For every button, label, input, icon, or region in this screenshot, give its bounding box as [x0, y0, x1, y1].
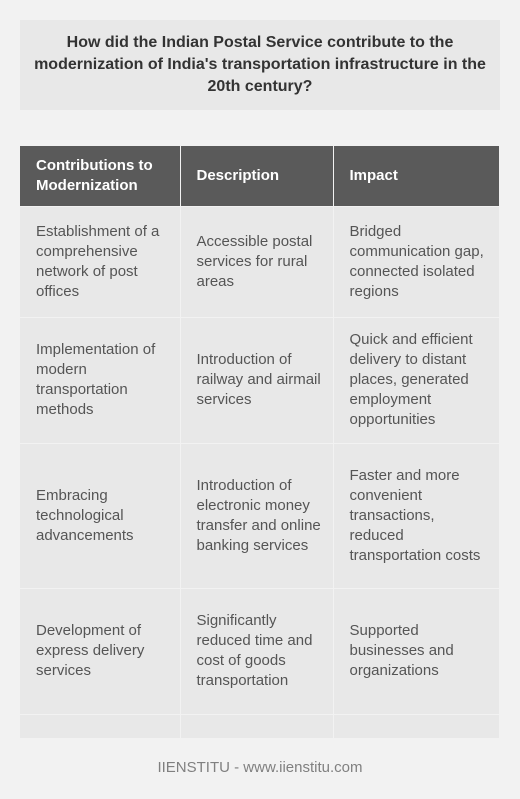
table-row [20, 206, 499, 317]
cell-description: Accessible postal services for rural areas [180, 206, 333, 317]
table-row [20, 588, 499, 714]
header-contributions: Contributions to Modernization [20, 146, 180, 206]
cell-contribution: Development of express delivery services [20, 588, 180, 714]
table-empty-row [20, 714, 499, 738]
cell-impact: Quick and efficient delivery to distant places, generated employment opportunities [333, 317, 499, 443]
contributions-table [20, 146, 499, 738]
cell-empty [333, 714, 499, 738]
title-box [20, 20, 500, 110]
table-row [20, 317, 499, 443]
cell-contribution: Establishment of a comprehensive network of post offices [20, 206, 180, 317]
cell-empty [20, 714, 180, 738]
cell-impact: Supported businesses and organizations [333, 588, 499, 714]
table-row [20, 443, 499, 588]
cell-impact: Faster and more convenient transactions, reduced transportation costs [333, 443, 499, 588]
page-title: How did the Indian Postal Service contribute to the modernization of India's transportation infrastructure in the 20th century? [34, 34, 486, 95]
header-description: Description [180, 146, 333, 206]
table-header-row [20, 146, 499, 206]
cell-contribution: Implementation of modern transportation methods [20, 317, 180, 443]
cell-contribution: Embracing technological advancements [20, 443, 180, 588]
footer-credit: IIENSTITU - www.iienstitu.com [157, 759, 363, 776]
header-impact: Impact [333, 146, 499, 206]
cell-description: Significantly reduced time and cost of goods transportation [180, 588, 333, 714]
cell-description: Introduction of electronic money transfer and online banking services [180, 443, 333, 588]
cell-empty [180, 714, 333, 738]
cell-description: Introduction of railway and airmail services [180, 317, 333, 443]
cell-impact: Bridged communication gap, connected isolated regions [333, 206, 499, 317]
